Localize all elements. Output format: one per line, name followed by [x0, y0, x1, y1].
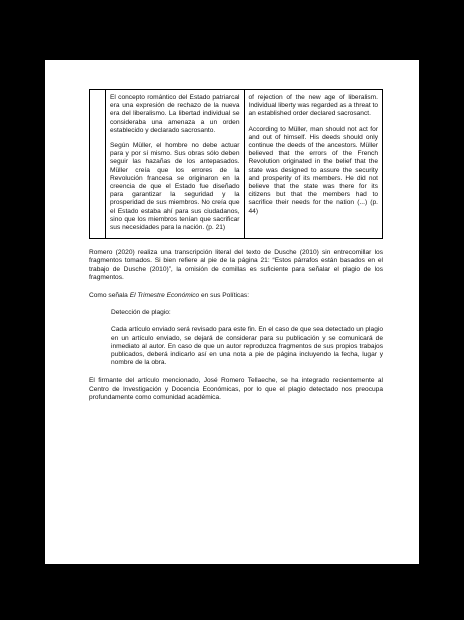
journal-name: El Trimestre Económico: [129, 292, 200, 300]
english-text-2: According to Müller, man should not act for and out of himself. His deeds should only continue the deeds of the ancestors. Müller believed that the errors of the French Revolution originated in the belief that the state was designed to assure the security and prosperity of its members. He did not believe that the state was there for its citizens but that the members had to sacrifice their needs for the nation (...) (p. 44): [248, 125, 378, 215]
document-page: [45, 60, 419, 564]
paragraph-politicas-suffix: en sus Políticas:: [199, 292, 250, 300]
table-cell-english: [244, 90, 383, 239]
english-text-1: of rejection of the new age of liberalism. Individual liberty was regarded as a threat to an established order declared sacrosanct.: [248, 94, 378, 118]
paragraph-romero: Romero (2020) realiza una transcripción literal del texto de Dusche (2010) sin entrecomillar los fragmentos tomados. Si bien refiere al pie de la página 21: “Estos párrafos están basados en el trabajo de Dusche (2010)”, la omisión de comillas es suficiente para señalar el plagio de los fragmentos.: [89, 249, 383, 281]
spanish-text-1: El concepto romántico del Estado patriarcal era una expresión de rechazo de la nueva era del liberalismo. La libertad individual se consideraba una amenaza a un orden establecido y declarado sacrosanto.: [110, 94, 240, 134]
comparison-table: [89, 89, 383, 239]
page-content: [89, 89, 383, 402]
paragraph-firmante: El firmante del artículo mencionado, José Romero Tellaeche, se ha integrado recientemente al Centro de Investigación y Docencia Económicas, por lo que el plagio detectado nos preocupa profundamente como comunidad académica.: [89, 377, 383, 401]
block-quote: Cada artículo enviado será revisado para este fin. En el caso de que sea detectado un plagio en un artículo enviado, se dejará de considerar para su publicación y se comunicará de inmediato al autor. En caso de que un autor reproduzca fragmentos de sus propios trabajos publicados, deberá indicarlo así en una nota a pie de página incluyendo la fecha, lugar y nombre de la obra.: [111, 326, 383, 367]
table-cell-spanish: [106, 90, 245, 239]
quote-title: Detección de plagio:: [111, 309, 171, 317]
paragraph-politicas: [89, 292, 383, 300]
table-row: [90, 90, 383, 239]
table-cell-empty: [90, 90, 106, 239]
paragraph-politicas-prefix: Como señala: [89, 292, 130, 300]
spanish-text-2: Según Müller, el hombre no debe actuar para y por sí mismo. Sus obras sólo deben seguir las hazañas de los antepasados. Müller creía que los errores de la Revolución francesa se originaron en la creencia de que el Estado fue diseñado para garantizar la seguridad y la prosperidad de sus miembros. No creía que el Estado estaba ahí para sus ciudadanos, sino que los miembros tenían que sacrificar sus necesidades para la nación. (p. 21): [110, 142, 240, 232]
